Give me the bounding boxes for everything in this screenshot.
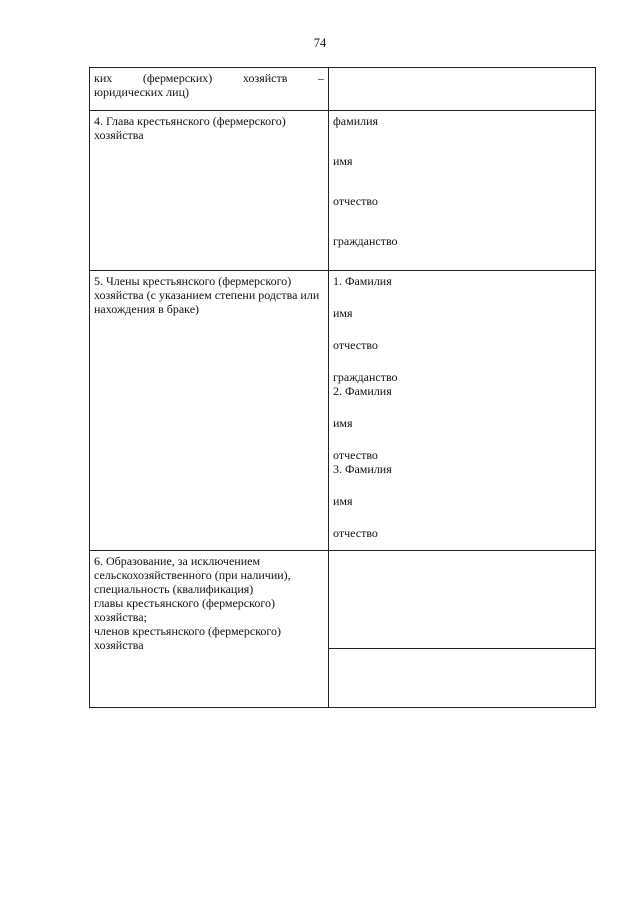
farm-members-label: 5. Члены крестьянского (фермерского) хозяйства (с указанием степени родства или нахождения в браке)	[94, 274, 320, 316]
education-members-value[interactable]	[329, 649, 595, 707]
continuation-label-cell	[90, 68, 329, 111]
farm-members-fields-cell[interactable]	[329, 271, 596, 551]
member-3-name: имя	[333, 494, 353, 508]
member-1-patronymic: отчество	[333, 338, 378, 352]
table-row-farm-members	[90, 271, 596, 551]
table-row-continuation	[90, 68, 596, 111]
head-of-farm-label: 4. Глава крестьянского (фермерского) хозяйства	[94, 114, 286, 142]
continuation-word: –	[317, 71, 324, 85]
member-1-surname: 1. Фамилия	[333, 274, 392, 288]
education-head-value[interactable]	[329, 551, 595, 649]
continuation-word: хозяйств	[242, 71, 288, 85]
member-2-surname: 2. Фамилия	[333, 384, 392, 398]
page-number: 74	[313, 36, 327, 50]
education-label-line: хозяйства	[94, 638, 144, 652]
education-label-line: 6. Образование, за исключением	[94, 554, 261, 568]
continuation-word: ких	[94, 71, 113, 85]
head-of-farm-fields-cell[interactable]	[329, 111, 596, 271]
field-name: имя	[333, 154, 353, 168]
field-surname: фамилия	[333, 114, 379, 128]
registration-form-table	[89, 67, 596, 708]
education-label-line: главы крестьянского (фермерского)	[94, 596, 275, 610]
education-label-cell	[90, 551, 329, 708]
education-label-line: хозяйства;	[94, 610, 147, 624]
member-1-citizenship: гражданство	[333, 370, 398, 384]
member-3-patronymic: отчество	[333, 526, 378, 540]
continuation-value-cell[interactable]	[329, 68, 596, 111]
field-patronymic: отчество	[333, 194, 378, 208]
education-label-line: специальность (квалификация)	[94, 582, 254, 596]
member-1-name: имя	[333, 306, 353, 320]
member-2-patronymic: отчество	[333, 448, 378, 462]
farm-members-label-cell	[90, 271, 329, 551]
continuation-line-1	[94, 71, 324, 85]
field-citizenship: гражданство	[333, 234, 398, 248]
education-label-line: сельскохозяйственного (при наличии),	[94, 568, 291, 582]
table-row-head-of-farm	[90, 111, 596, 271]
member-3-surname: 3. Фамилия	[333, 462, 392, 476]
continuation-line-2: юридических лиц)	[94, 85, 189, 99]
continuation-word: (фермерских)	[142, 71, 213, 85]
education-fields-cell	[329, 551, 596, 708]
member-2-name: имя	[333, 416, 353, 430]
table-row-education	[90, 551, 596, 708]
head-of-farm-label-cell	[90, 111, 329, 271]
education-label-line: членов крестьянского (фермерского)	[94, 624, 282, 638]
